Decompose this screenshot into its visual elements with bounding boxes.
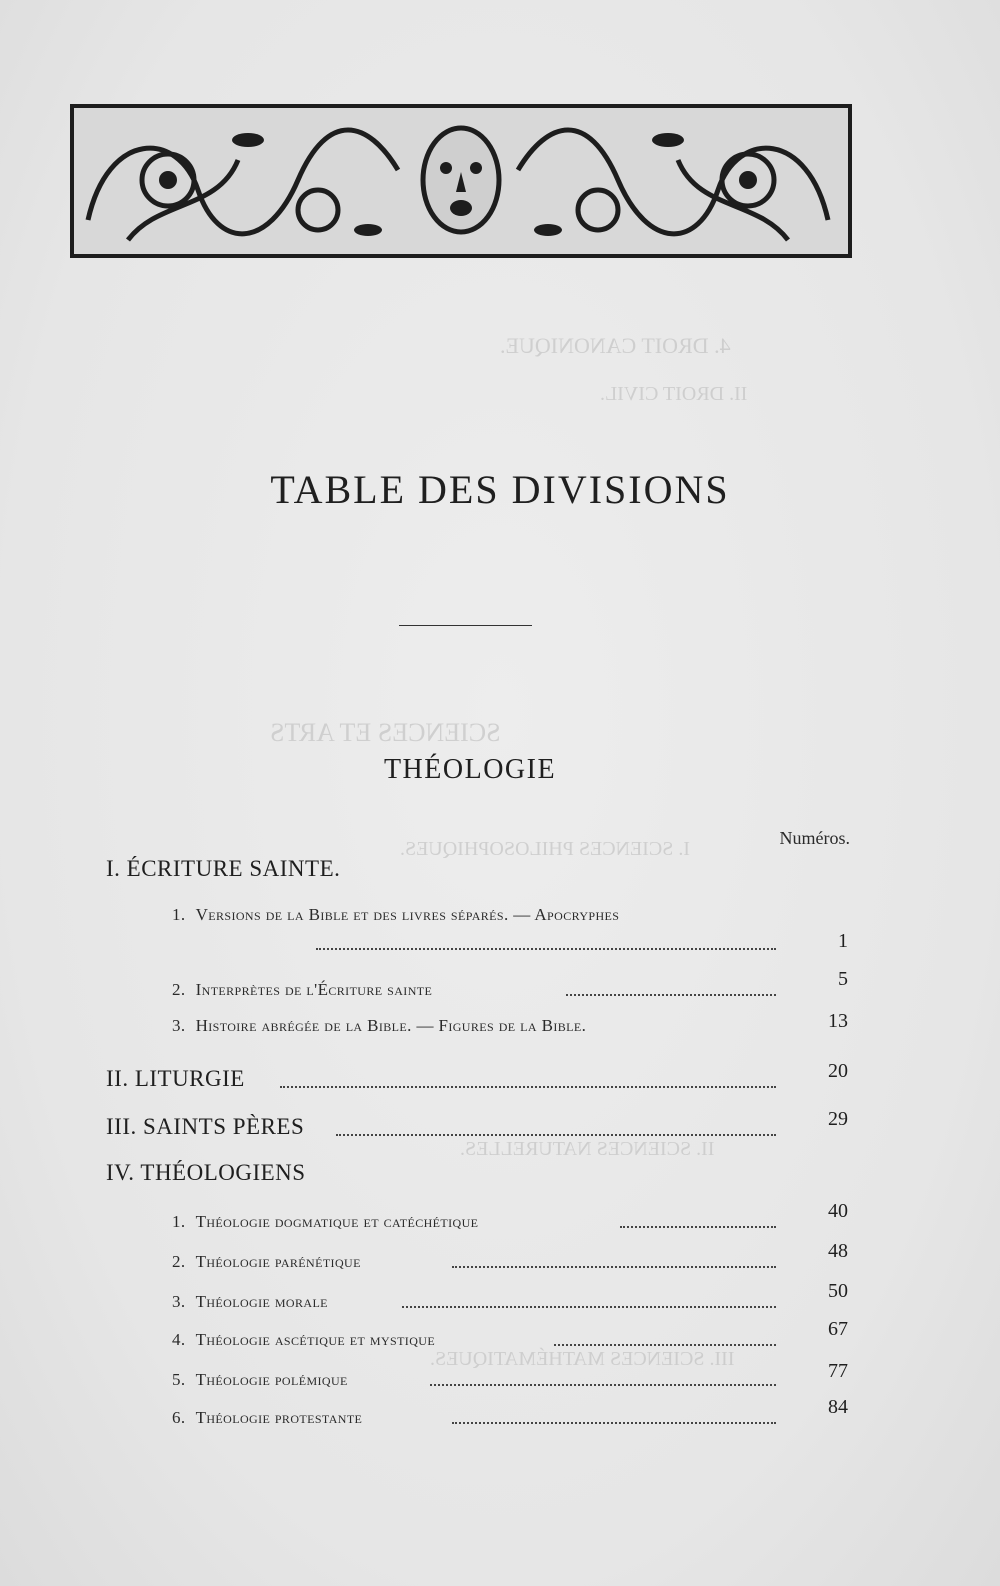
entry-text: Théologie parénétique <box>195 1252 361 1271</box>
leader-dots <box>620 1226 776 1228</box>
entry-text: Théologie ascétique et mystique <box>195 1330 436 1349</box>
entry-page-number: 29 <box>828 1108 848 1130</box>
part-heading[interactable]: III. SAINTS PÈRES <box>106 1114 305 1139</box>
page-title: TABLE DES DIVISIONS <box>270 467 730 512</box>
entry-number: 2. <box>172 980 186 999</box>
entry-text: Théologie protestante <box>195 1408 363 1427</box>
toc-entry[interactable] <box>172 1212 792 1232</box>
entry-number: 3. <box>172 1016 186 1035</box>
entry-page-number: 5 <box>838 968 848 990</box>
entry-page-number: 84 <box>828 1396 848 1418</box>
ornamental-headpiece <box>68 100 854 262</box>
entry-text: Théologie dogmatique et catéchétique <box>195 1212 479 1231</box>
entry-text: Versions de la Bible et des livres séparés. — Apocryphes <box>195 905 620 924</box>
entry-number: 1. <box>172 1212 186 1231</box>
toc-entry[interactable] <box>172 900 772 930</box>
leader-dots <box>452 1422 776 1424</box>
leader-dots <box>280 1086 776 1088</box>
toc-entry[interactable] <box>172 1292 792 1312</box>
entry-number: 4. <box>172 1330 186 1349</box>
toc-entry[interactable] <box>172 980 792 1000</box>
book-page: 4. DROIT CANONIQUE. II. DROIT CIVIL. SCIENCES ET ARTS I. SCIENCES PHILOSOPHIQUES. II. SCIENCES NATURELLES. III. SCIENCES MATHÉMATIQUES. TABLE DES DIVISIONS THÉOLOGIE Numéros. I. ÉCRITURE SAINTE. 1. Versions de la Bible et des livres séparés. — Apocryphes 1 2. Interprètes de l'Écriture sainte 5 3. Histoire abrégée de la Bible. — Figures de la Bible. 13 II. LITURGIE 20 III. SAINTS PÈRES 29 IV. THÉOLOGIENS 1. Théologie dogmatique et catéchétique 40 2. Théologie parénétique 48 3. Théologie morale 50 4. Théologie ascétique et mystique 67 5. Théologie polémique 77 6. Théologie protestante 84 <box>0 0 1000 1586</box>
leader-dots <box>402 1306 776 1308</box>
part-heading[interactable]: II. LITURGIE <box>106 1066 245 1091</box>
leader-dots <box>430 1384 776 1386</box>
entry-text: Histoire abrégée de la Bible. — Figures de la Bible. <box>195 1016 587 1035</box>
entry-text: Interprètes de l'Écriture sainte <box>195 980 433 999</box>
column-header: Numéros. <box>779 828 850 848</box>
entry-page-number: 48 <box>828 1240 848 1262</box>
part-heading: I. ÉCRITURE SAINTE. <box>106 856 341 881</box>
entry-number: 2. <box>172 1252 186 1271</box>
entry-page-number: 1 <box>838 930 848 952</box>
entry-page-number: 20 <box>828 1060 848 1082</box>
entry-number: 6. <box>172 1408 186 1427</box>
toc-entry[interactable] <box>172 1408 792 1428</box>
entry-page-number: 40 <box>828 1200 848 1222</box>
title-divider <box>399 625 532 626</box>
toc-entry[interactable] <box>172 1370 792 1390</box>
leader-dots <box>316 948 776 950</box>
entry-page-number: 77 <box>828 1360 848 1382</box>
toc-entry[interactable] <box>172 1330 792 1350</box>
entry-number: 5. <box>172 1370 186 1389</box>
entry-text: Théologie morale <box>195 1292 328 1311</box>
entry-page-number: 13 <box>828 1010 848 1032</box>
entry-number: 1. <box>172 905 186 924</box>
part-heading: IV. THÉOLOGIENS <box>106 1160 306 1185</box>
leader-dots <box>566 994 776 996</box>
entry-text: Théologie polémique <box>195 1370 348 1389</box>
toc-entry[interactable] <box>172 1252 792 1272</box>
section-title: THÉOLOGIE <box>383 754 557 785</box>
leader-dots <box>452 1266 776 1268</box>
leader-dots <box>554 1344 776 1346</box>
entry-page-number: 50 <box>828 1280 848 1302</box>
toc-entry[interactable] <box>172 1016 812 1036</box>
entry-page-number: 67 <box>828 1318 848 1340</box>
leader-dots <box>336 1134 776 1136</box>
entry-number: 3. <box>172 1292 186 1311</box>
